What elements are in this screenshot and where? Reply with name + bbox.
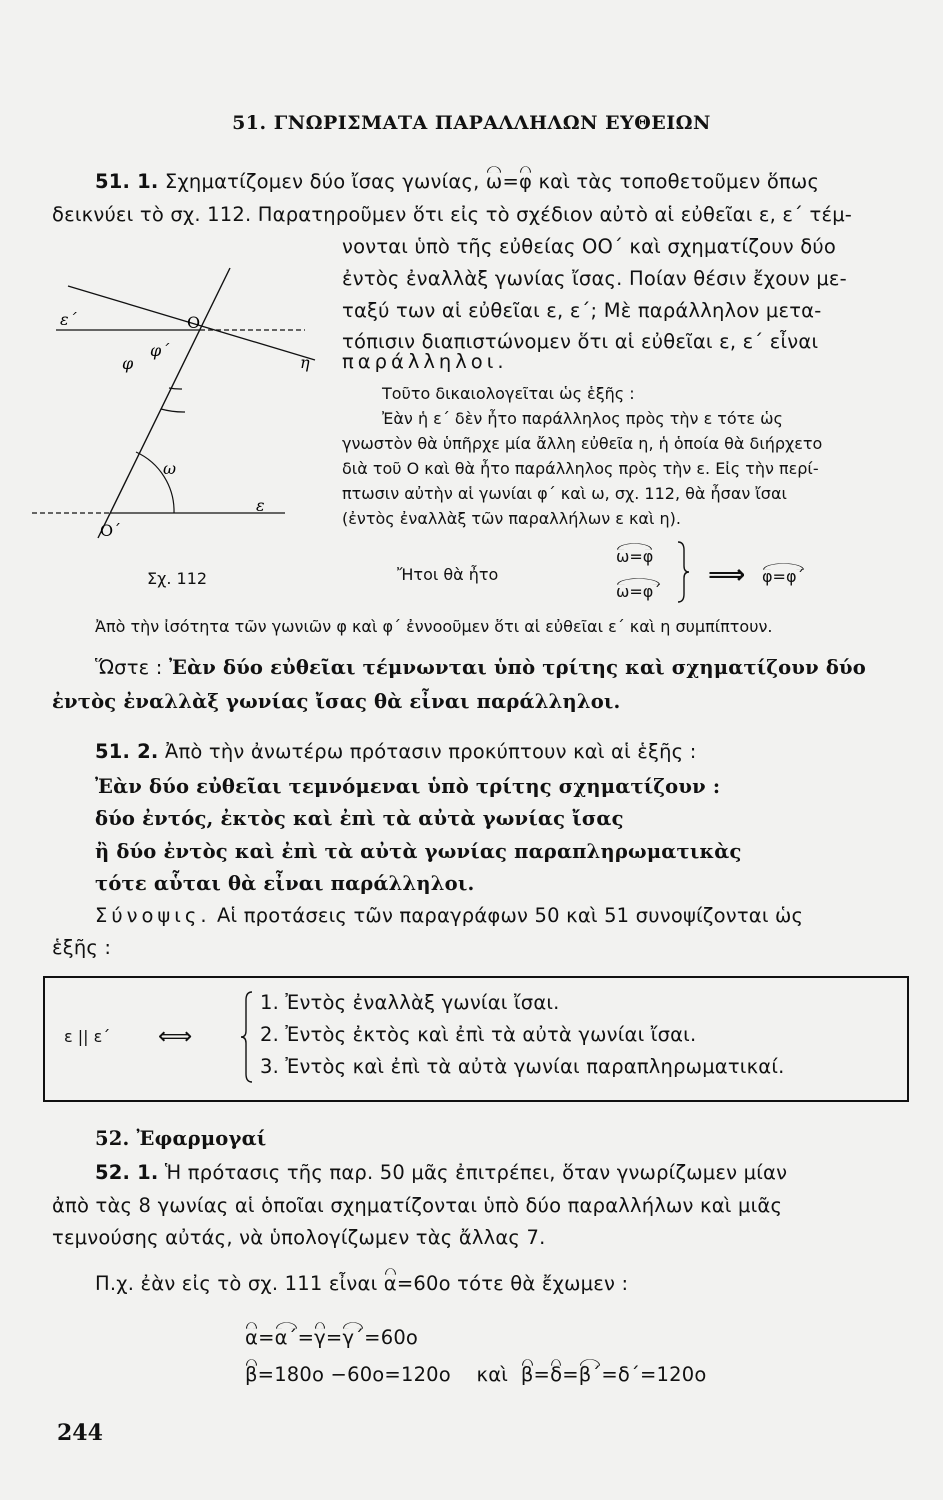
summary-item-2: 2. Ἐντὸς ἐκτὸς καὶ ἐπὶ τὰ αὐτὰ γωνίαι ἴσαι. [260, 1023, 697, 1046]
equivalence-arrow: ⟺ [158, 1022, 193, 1050]
label-eta: η [300, 353, 310, 372]
justification-line-4: διὰ τοῦ Ο καὶ θὰ ἦτο παράλληλος πρὸς τὴν ε. Εἰς τὴν περί- [342, 459, 819, 478]
bold-rule-line-1: Ἐὰν δύο εὐθεῖαι τεμνόμεναι ὑπὸ τρίτης σχηματίζουν : [95, 775, 721, 798]
example-text-a: Π.χ. ἐὰν εἰς τὸ σχ. 111 εἶναι [95, 1272, 378, 1295]
paragraph-51-1-line-3: νονται ὑπὸ τῆς εὐθείας ΟΟ΄ καὶ σχηματίζουν δύο [342, 235, 837, 258]
label-O: O [187, 313, 201, 332]
bold-rule-line-4: τότε αὗται θὰ εἶναι παράλληλοι. [95, 872, 475, 895]
equation-omega-phi-prime [616, 582, 661, 601]
rule-text-1: Ἐὰν δύο εὐθεῖαι τέμνωνται ὑπὸ τρίτης καὶ σχηματίζουν δύο [168, 656, 866, 679]
section-52-heading: 52. Ἐφαρμογαί [95, 1127, 267, 1150]
eq1-alpha-prime: α΄ [274, 1326, 298, 1349]
eq1-gamma-prime: γ΄ [342, 1326, 365, 1349]
equation-line-1: α=α΄=γ=γ΄=60ο [245, 1326, 419, 1349]
paragraph-51-1-line-4: ἐντὸς ἐναλλὰξ γωνίας ἴσας. Ποίαν θέσιν ἔχουν με- [342, 267, 847, 290]
left-brace [240, 990, 254, 1084]
paragraph-51-1-line-2: δεικνύει τὸ σχ. 112. Παρατηροῦμεν ὅτι εἰς τὸ σχέδιον αὐτὸ αἱ εὐθεῖαι ε, ε΄ τέμ- [52, 203, 853, 226]
equals-sign: = [502, 170, 519, 193]
paragraph-number-51-2: 51. 2. [95, 740, 159, 763]
example-text-b: =60ο τότε θὰ ἔχωμεν : [396, 1272, 629, 1295]
paragraph-51-1-line-5: ταξύ των αἱ εὐθεῖαι ε, ε΄; Μὲ παράλληλον μετα- [342, 299, 822, 322]
paragraph-52-1-line-1 [95, 1161, 787, 1184]
label-phi: φ [122, 354, 134, 373]
text-l1b: καὶ τὰς τοποθετοῦμεν ὅπως [538, 170, 820, 193]
eq2-beta-prime: β΄ [578, 1363, 602, 1386]
angle-alpha: α [383, 1272, 397, 1295]
eq-omega-phi-prime-text: ω=φ΄ [616, 582, 662, 601]
section-title: 51. ΓΝΩΡΙΣΜΑΤΑ ΠΑΡΑΛΛΗΛΩΝ ΕΥΘΕΙΩΝ [232, 112, 711, 134]
rule-line-1 [95, 656, 866, 679]
paragraph-51-1-line-1 [95, 170, 819, 193]
paragraph-52-1-line-2: ἀπὸ τὰς 8 γωνίας αἱ ὁποῖαι σχηματίζονται ὑπὸ δύο παραλλήλων καὶ μιᾶς [52, 1194, 783, 1217]
eq2-beta-2: β [520, 1363, 534, 1386]
synopsis-line [95, 904, 803, 927]
angle-omega: ω [485, 170, 503, 193]
eq2-kai: καὶ [476, 1363, 509, 1386]
paragraph-number-52-1: 52. 1. [95, 1161, 159, 1184]
angle-phi: φ [518, 170, 533, 193]
eq-phi-phi-prime-text: φ=φ΄ [762, 567, 805, 586]
hoste-word: Ὥστε : [95, 656, 163, 679]
justification-line-3: γνωστὸν θὰ ὑπῆρχε μία ἄλλη εὐθεῖα η, ἡ ὁποία θὰ διήρχετο [342, 434, 823, 453]
eq-omega-phi-text: ω=φ [616, 547, 654, 566]
right-brace [676, 540, 690, 604]
paragraph-52-1-line-3: τεμνούσης αὐτάς, νὰ ὑπολογίζωμεν τὰς ἄλλας 7. [52, 1226, 546, 1249]
eq2-beta: β [245, 1363, 258, 1386]
equation-line-2: β=180ο −60ο=120ο καὶ β=δ=β΄=δ΄=120ο [245, 1363, 707, 1386]
conclusion-line: Ἀπὸ τὴν ἰσότητα τῶν γωνιῶν φ καὶ φ΄ ἐννοοῦμεν ὅτι αἱ εὐθεῖαι ε΄ καὶ η συμπίπτουν. [95, 617, 773, 636]
label-eps-prime: ε΄ [60, 310, 77, 329]
equation-omega-phi [616, 547, 653, 566]
figure-112 [30, 262, 320, 552]
implies-arrow: ⟹ [708, 560, 746, 590]
summary-lhs: ε || ε΄ [64, 1027, 111, 1046]
paragraph-51-2-intro [95, 740, 696, 763]
bold-rule-line-2: δύο ἐντός, ἐκτὸς καὶ ἐπὶ τὰ αὐτὰ γωνίας ἴσας [95, 807, 624, 830]
summary-item-1: 1. Ἐντὸς ἐναλλὰξ γωνίαι ἴσαι. [260, 991, 560, 1014]
p52-text-1: Ἡ πρότασις τῆς παρ. 50 μᾶς ἐπιτρέπει, ὅταν γνωρίζωμεν μίαν [164, 1161, 788, 1184]
line-transversal [98, 268, 230, 538]
text-l1a: Σχηματίζομεν δύο ἴσας γωνίας, [164, 170, 480, 193]
rule-line-2: ἐντὸς ἐναλλὰξ γωνίας ἴσας θὰ εἶναι παράλληλοι. [52, 690, 621, 713]
justification-line-5: πτωσιν αὐτὴν αἱ γωνίαι φ΄ καὶ ω, σχ. 112, θὰ ἦσαν ἴσαι [342, 484, 787, 503]
synopsis-end: ἑξῆς : [52, 936, 112, 959]
synopsis-word: Σύνοψις. [95, 904, 211, 927]
eq2-value-2: =δ΄=120ο [601, 1363, 707, 1386]
label-O-prime: O΄ [100, 521, 122, 540]
arc-phi-prime [169, 388, 182, 389]
eq1-value: =60ο [364, 1326, 419, 1349]
label-phi-prime: φ΄ [150, 341, 170, 360]
label-omega: ω [163, 459, 177, 478]
summary-item-3: 3. Ἐντὸς καὶ ἐπὶ τὰ αὐτὰ γωνίαι παραπληρωματικαί. [260, 1055, 785, 1078]
paragraph-number-51-1: 51. 1. [95, 170, 159, 193]
itoi-label: Ἤτοι θὰ ἦτο [397, 565, 499, 584]
arc-phi [161, 409, 185, 412]
eq1-gamma: γ [314, 1326, 326, 1349]
paragraph-51-1-line-7: παράλληλοι. [342, 350, 508, 373]
bold-rule-line-3: ἢ δύο ἐντὸς καὶ ἐπὶ τὰ αὐτὰ γωνίας παραπληρωματικὰς [95, 840, 742, 863]
intro-text: Ἀπὸ τὴν ἀνωτέρω πρότασιν προκύπτουν καὶ αἱ ἑξῆς : [164, 740, 697, 763]
page-number: 244 [57, 1420, 103, 1446]
eq2-value: =180ο −60ο=120ο [257, 1363, 451, 1386]
equation-phi-phi-prime [762, 567, 805, 586]
justification-line-6: (ἐντὸς ἐναλλὰξ τῶν παραλλήλων ε καὶ η). [342, 509, 681, 528]
justification-line-1: Τοῦτο δικαιολογεῖται ὡς ἑξῆς : [382, 384, 635, 403]
eq2-delta: δ [550, 1363, 563, 1386]
paragraph-51-1-line-6: τόπισιν διαπιστώνομεν ὅτι αἱ εὐθεῖαι ε, ε΄ εἶναι [342, 330, 819, 353]
figure-caption: Σχ. 112 [147, 569, 208, 588]
example-line [95, 1272, 628, 1295]
label-eps: ε [256, 496, 265, 515]
synopsis-text: Αἱ προτάσεις τῶν παραγράφων 50 καὶ 51 συνοψίζονται ὡς [216, 904, 804, 927]
justification-line-2: Ἐὰν ἡ ε΄ δὲν ἦτο παράλληλος πρὸς τὴν ε τότε ὡς [382, 409, 783, 428]
eq1-alpha: α [245, 1326, 259, 1349]
